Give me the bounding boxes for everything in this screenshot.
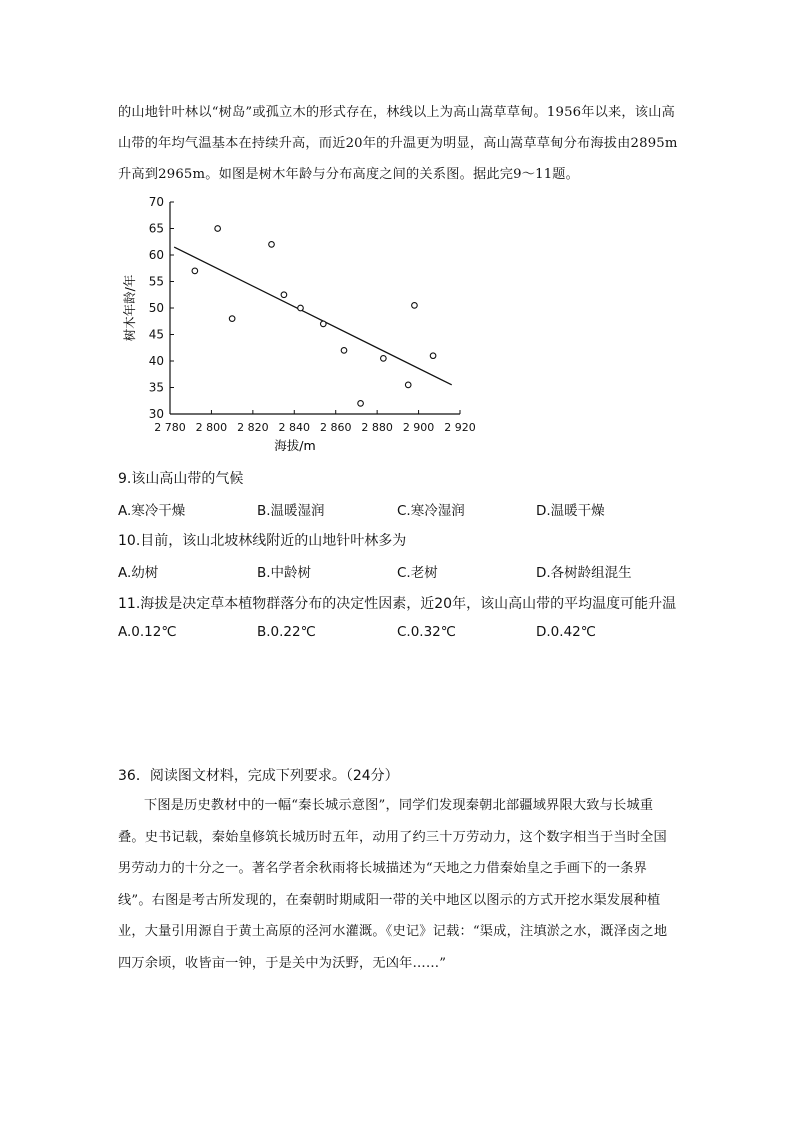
data-point [412,303,418,309]
x-tick-label: 2 900 [402,421,435,434]
x-tick-label: 2 860 [319,421,352,434]
data-point [381,356,387,362]
y-tick-label: 40 [148,354,164,368]
data-point [341,348,347,354]
data-point [320,321,326,327]
data-point [358,401,364,407]
y-tick-label: 45 [148,327,164,342]
question-10-option-b[interactable]: B.中龄树 [257,565,312,581]
y-tick-label: 65 [148,221,164,236]
question-11-option-c[interactable]: C.0.32℃ [397,624,456,640]
y-tick-label: 30 [148,407,164,421]
question-11-option-a[interactable]: A.0.12℃ [118,624,177,640]
trend-line [174,247,452,385]
data-point [229,316,235,322]
question-11-stem: 11.海拔是决定草本植物群落分布的决定性因素，近20年，该山高山带的平均温度可能升温 [118,596,677,612]
y-tick-label: 70 [148,195,164,209]
question-10-stem: 10.目前，该山北坡林线附近的山地针叶林多为 [118,533,407,549]
tree-age-altitude-chart [118,190,488,455]
x-tick-label: 2 780 [154,421,186,434]
data-point [298,305,304,311]
question-36-material: 下图是历史教材中的一幅“秦长城示意图”，同学们发现秦朝北部疆域界限大致与长城重叠。史书记载，秦始皇修筑长城历时五年，动用了约三十万劳动力，这个数字相当于当时全国男劳动力的十分之一。著名学者余秋雨将长城描述为“天地之力借秦始皇之手画下的一条界线”。右图是考古所发现的，在秦朝时期咸阳一带的关中地区以图示的方式开挖水渠发展种植业，大量引用源自于黄土高原的泾河水灌溉。《史记》记载：“渠成，注填淤之水，溉泽卤之地四万余顷，收皆亩一钟，于是关中为沃野，无凶年……” [118,798,668,971]
question-11-option-b[interactable]: B.0.22℃ [257,624,316,640]
x-tick-label: 2 880 [361,421,393,434]
data-point [281,292,287,298]
question-9-option-a[interactable]: A.寒冷干燥 [118,503,186,519]
question-36-title: 36．阅读图文材料，完成下列要求。（24分） [118,768,399,784]
x-tick-label: 2 920 [444,421,476,434]
question-10-option-c[interactable]: C.老树 [397,565,438,581]
data-point [269,242,275,248]
y-tick-label: 35 [148,380,164,395]
y-tick-label: 50 [148,301,164,315]
question-10-option-a[interactable]: A.幼树 [118,565,159,581]
y-axis-ticks [149,195,174,421]
question-10-option-d[interactable]: D.各树龄组混生 [536,565,632,581]
question-9-option-c[interactable]: C.寒冷湿润 [397,503,465,519]
x-tick-label: 2 800 [195,421,228,434]
data-point [215,226,221,232]
intro-paragraph: 的山地针叶林以“树岛”或孤立木的形式存在，林线以上为高山嵩草草甸。1956年以来，该山高山带的年均气温基本在持续升高，而近20年的升温更为明显，高山嵩草草甸分布海拔由2895m升高到2965m。如图是树木年龄与分布高度之间的关系图。据此完9～11题。 [118,105,678,182]
data-point [430,353,436,359]
y-tick-label: 60 [148,248,164,262]
question-9-option-d[interactable]: D.温暖干燥 [536,503,605,519]
question-9-stem: 9.该山高山带的气候 [118,471,244,487]
question-11-option-d[interactable]: D.0.42℃ [536,624,596,640]
data-point [405,382,411,388]
x-axis-label: 海拔/m [274,438,316,453]
x-tick-label: 2 820 [237,421,269,434]
chart-axes [170,202,460,414]
question-9-option-b[interactable]: B.温暖湿润 [257,503,325,519]
y-axis-label: 树木年龄/年 [122,274,137,342]
y-tick-label: 55 [148,274,164,289]
data-point [192,268,198,274]
x-tick-label: 2 840 [278,421,311,434]
